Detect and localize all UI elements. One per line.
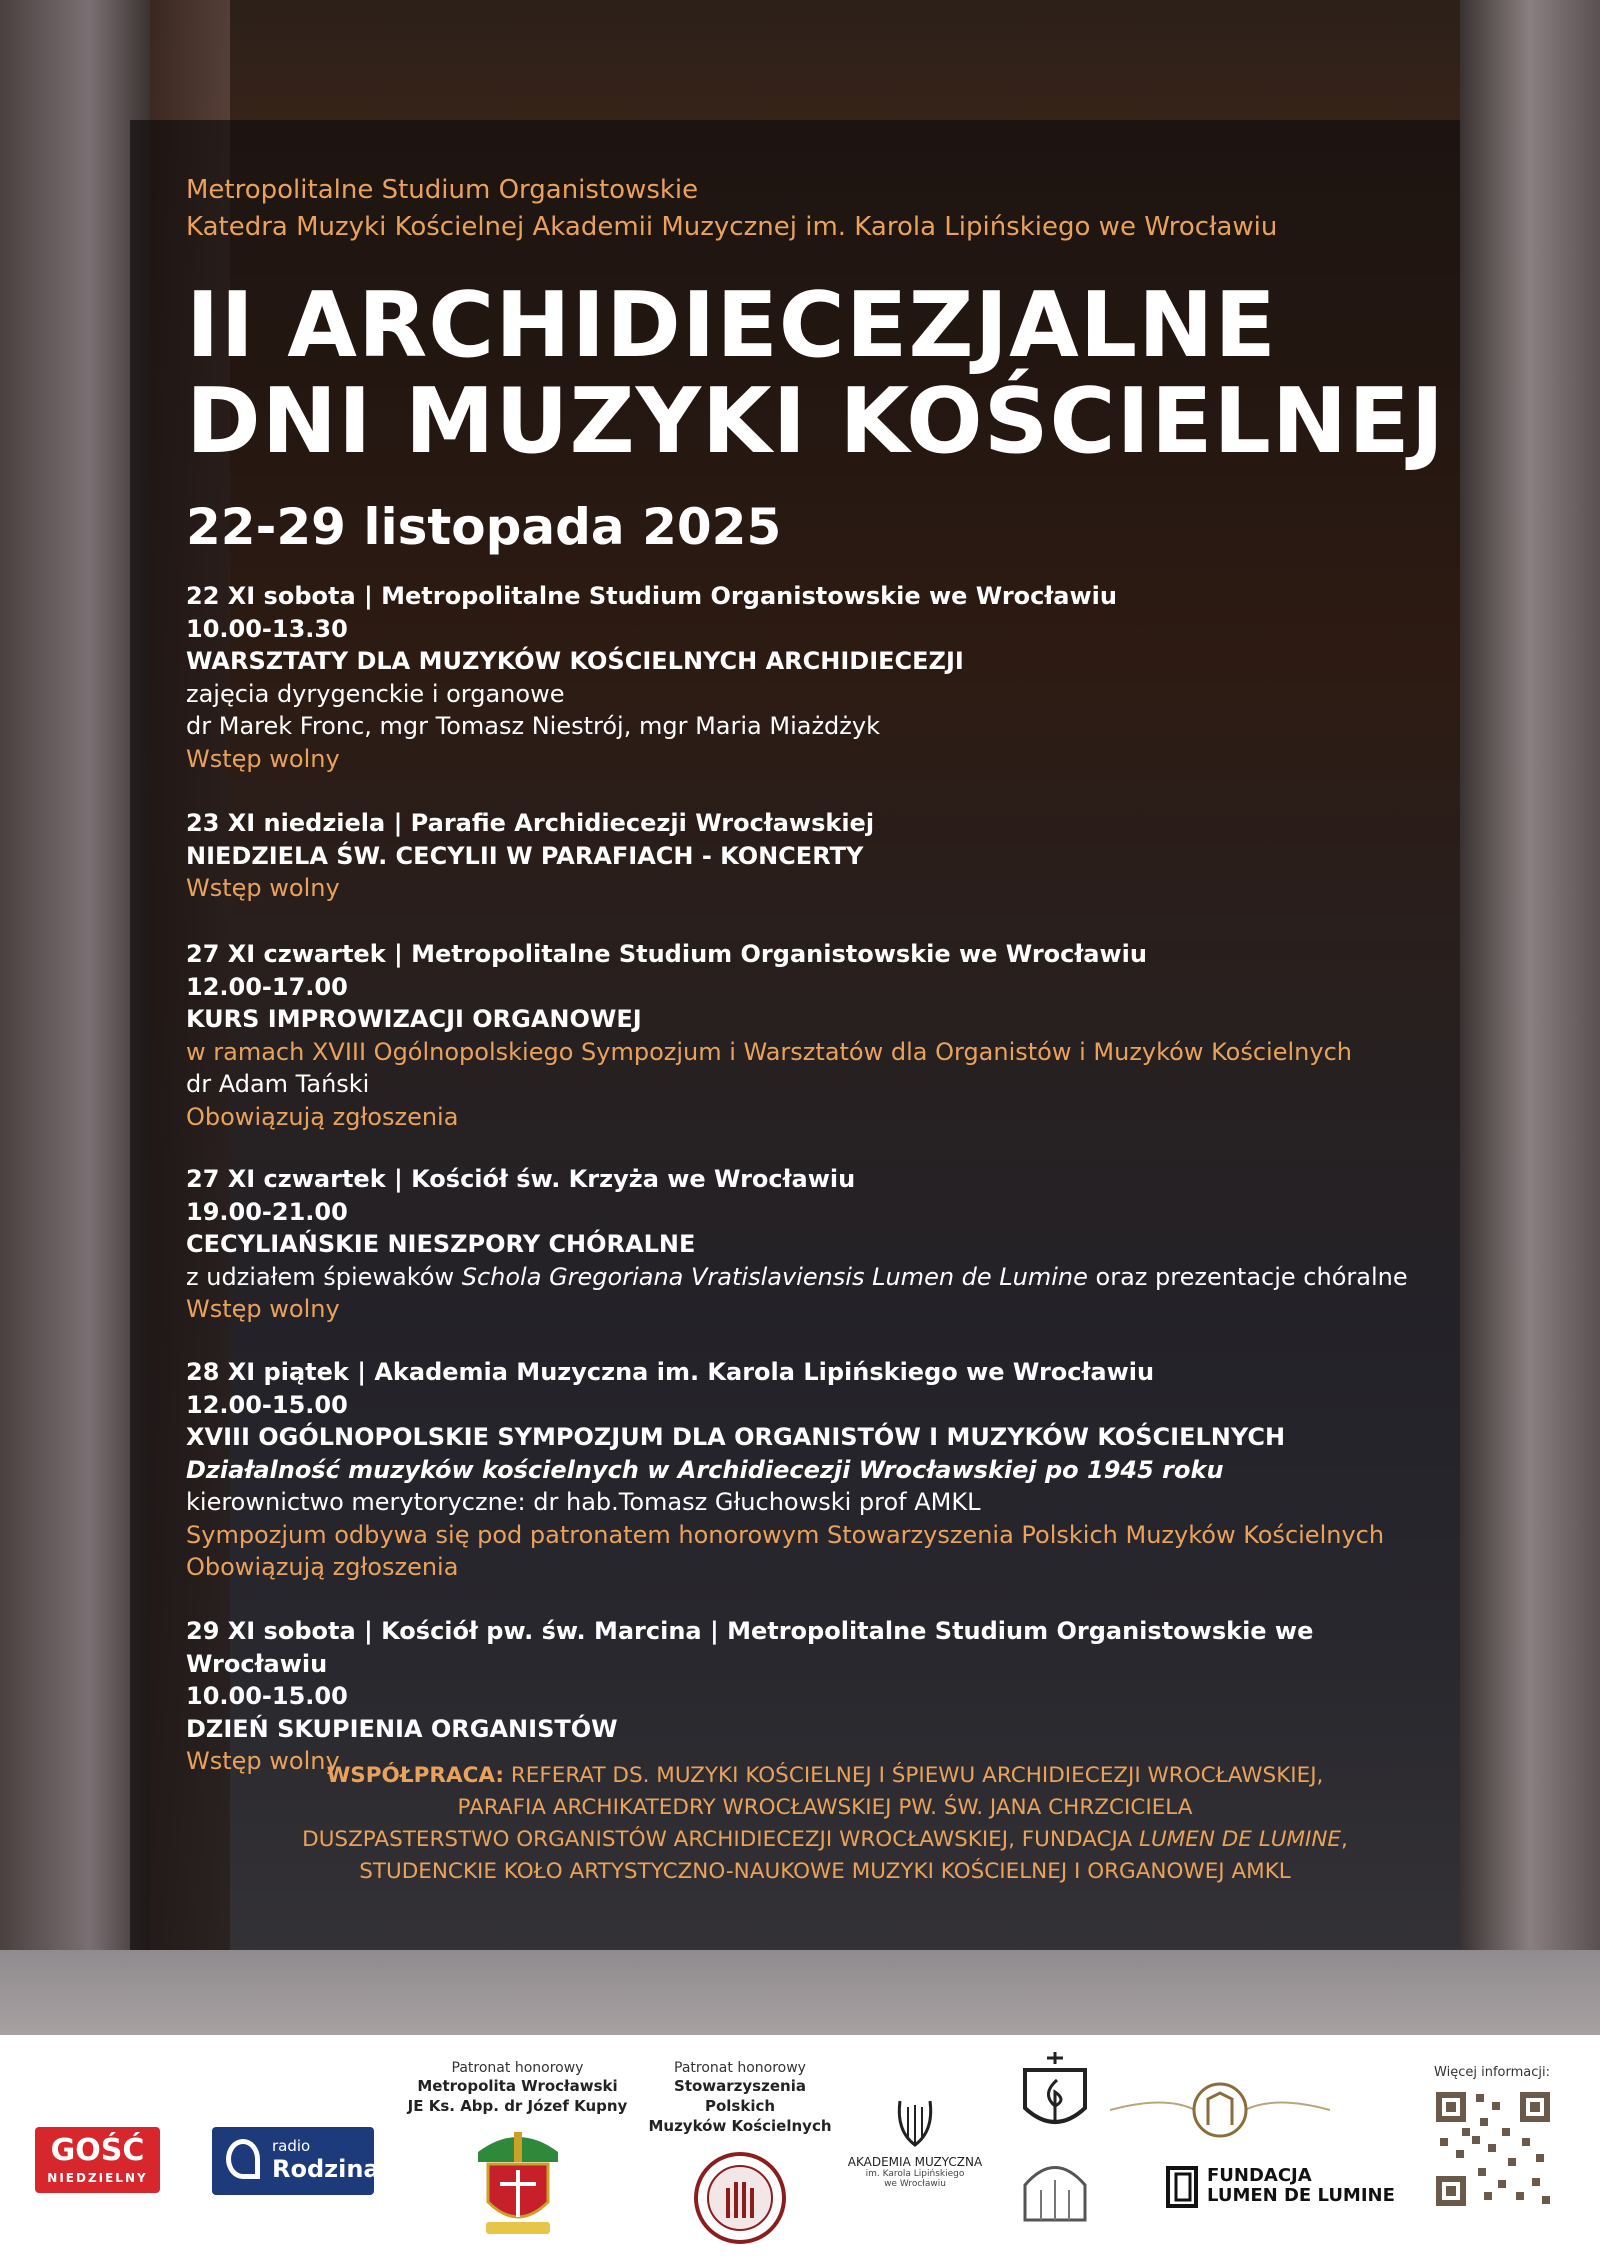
cooperation-label: WSPÓŁPRACA: bbox=[326, 1763, 505, 1788]
ornament-icon bbox=[1110, 2075, 1330, 2145]
event-header: 23 XI niedziela | Parafie Archidiecezji Wrocławskiej bbox=[186, 809, 875, 837]
event-name: WARSZTATY DLA MUZYKÓW KOŚCIELNYCH ARCHIDIECEZJI bbox=[186, 647, 964, 675]
cathedral-window-icon bbox=[1015, 2150, 1095, 2230]
cooperation-line-3 bbox=[200, 1824, 1450, 1856]
radio-rodzina-logo[interactable] bbox=[212, 2127, 380, 2195]
patron-archbishop bbox=[395, 2060, 640, 2242]
event-description bbox=[186, 1261, 1446, 1294]
gosc-logo-subtitle: NIEDZIELNY bbox=[47, 2171, 148, 2185]
event-name: NIEDZIELA ŚW. CECYLII W PARAFIACH - KONCERTY bbox=[186, 841, 864, 870]
event-note: Wstęp wolny bbox=[186, 744, 340, 773]
radio-logo-small: radio bbox=[272, 2137, 311, 2155]
event-header: 22 XI sobota | Metropolitalne Studium Organistowskie we Wrocławiu bbox=[186, 582, 1117, 610]
event-header: 28 XI piątek | Akademia Muzyczna im. Karola Lipińskiego we Wrocławiu bbox=[186, 1358, 1155, 1386]
cooperation-text-1: REFERAT DS. MUZYKI KOŚCIELNEJ I ŚPIEWU ARCHIDIECEZJI WROCŁAWSKIEJ, bbox=[510, 1763, 1324, 1788]
event-time: 12.00-15.00 bbox=[186, 1390, 348, 1419]
akademia-line-3: we Wrocławiu bbox=[884, 2179, 946, 2189]
organizer-line-2: Katedra Muzyki Kościelnej Akademii Muzycznej im. Karola Lipińskiego we Wrocławiu bbox=[186, 212, 1278, 242]
event-people: dr Adam Tański bbox=[186, 1070, 370, 1098]
cooperation-line-4: STUDENCKIE KOŁO ARTYSTYCZNO-NAUKOWE MUZYKI KOŚCIELNEJ I ORGANOWEJ AMKL bbox=[359, 1859, 1291, 1884]
event-5 bbox=[186, 1356, 1446, 1584]
event-note: Wstęp wolny bbox=[186, 874, 340, 902]
event-name: XVIII OGÓLNOPOLSKIE SYMPOZJUM DLA ORGANISTÓW I MUZYKÓW KOŚCIELNYCH bbox=[186, 1423, 1286, 1451]
studium-logos bbox=[1010, 2050, 1100, 2230]
more-info-label: Więcej informacji: bbox=[1434, 2065, 1550, 2080]
radio-r-icon bbox=[226, 2139, 260, 2179]
event-time: 12.00-17.00 bbox=[186, 972, 348, 1001]
fundacja-book-icon bbox=[1165, 2165, 1201, 2209]
cooperation-line-1 bbox=[200, 1760, 1450, 1792]
event-note: Obowiązują zgłoszenia bbox=[186, 1553, 459, 1581]
event-note: Wstęp wolny bbox=[186, 1295, 340, 1323]
cooperation-line-2: PARAFIA ARCHIKATEDRY WROCŁAWSKIEJ PW. ŚW. JANA CHRZCICIELA bbox=[457, 1795, 1193, 1820]
title-line-2: DNI MUZYKI KOŚCIELNEJ bbox=[186, 369, 1446, 474]
gosc-niedzielny-logo[interactable] bbox=[35, 2127, 160, 2193]
patron-label: Patronat honorowy bbox=[451, 2060, 584, 2076]
organizer-line-1: Metropolitalne Studium Organistowskie bbox=[186, 175, 699, 205]
event-header: 27 XI czwartek | Kościół św. Krzyża we Wrocławiu bbox=[186, 1165, 856, 1193]
event-description: zajęcia dyrygenckie i organowe bbox=[186, 679, 565, 708]
choir-name: Schola Gregoriana Vratislaviensis Lumen de Lumine bbox=[461, 1262, 1088, 1291]
event-header: 27 XI czwartek | Metropolitalne Studium Organistowskie we Wrocławiu bbox=[186, 940, 1147, 968]
association-seal-icon bbox=[690, 2148, 790, 2248]
more-info bbox=[1420, 2065, 1570, 2210]
cooperation-block bbox=[200, 1760, 1450, 1888]
patron-label: Patronat honorowy bbox=[674, 2060, 806, 2076]
akademia-line-2: im. Karola Lipińskiego bbox=[865, 2169, 965, 2179]
qr-code-icon[interactable] bbox=[1432, 2088, 1554, 2210]
sponsor-footer bbox=[0, 2035, 1600, 2263]
event-time: 10.00-15.00 bbox=[186, 1682, 348, 1710]
festival-dates: 22-29 listopada 2025 bbox=[186, 498, 782, 556]
event-2 bbox=[186, 807, 1446, 905]
patron-line-2: JE Ks. Abp. dr Józef Kupny bbox=[407, 2097, 628, 2115]
event-subtitle: w ramach XVIII Ogólnopolskiego Sympozjum i Warsztatów dla Organistów i Muzyków Kościelnych bbox=[186, 1037, 1352, 1066]
archbishop-coat-of-arms-icon bbox=[458, 2122, 578, 2242]
event-3 bbox=[186, 938, 1446, 1133]
event-4 bbox=[186, 1163, 1446, 1326]
cooperation-comma: , bbox=[1341, 1827, 1348, 1852]
desc-pre: z udziałem śpiewaków bbox=[186, 1262, 462, 1291]
radio-logo-big: Rodzina bbox=[272, 2155, 380, 2183]
fundacja-line-1: FUNDACJA bbox=[1207, 2165, 1312, 2186]
event-name: CECYLIAŃSKIE NIESZPORY CHÓRALNE bbox=[186, 1230, 696, 1258]
event-note: Obowiązują zgłoszenia bbox=[186, 1102, 459, 1131]
cathedral-floor bbox=[0, 1950, 1600, 2035]
akademia-muzyczna-logo[interactable] bbox=[840, 2095, 990, 2189]
event-note: Wstęp wolny bbox=[186, 1747, 340, 1775]
patron-line-1: Stowarzyszenia Polskich bbox=[674, 2077, 806, 2115]
event-topic: Działalność muzyków kościelnych w Archidiecezji Wrocławskiej po 1945 roku bbox=[186, 1455, 1224, 1484]
lyre-icon bbox=[892, 2095, 938, 2151]
title-line-1: II ARCHIDIECEZJALNE bbox=[186, 273, 1277, 378]
event-time: 10.00-13.30 bbox=[186, 614, 348, 643]
cooperation-text-3: DUSZPASTERSTWO ORGANISTÓW ARCHIDIECEZJI WROCŁAWSKIEJ, FUNDACJA bbox=[302, 1827, 1139, 1852]
patron-line-1: Metropolita Wrocławski bbox=[417, 2077, 618, 2095]
desc-post: oraz prezentacje chóralne bbox=[1087, 1262, 1408, 1291]
pillar-left bbox=[0, 0, 150, 2035]
foundation-name: LUMEN DE LUMINE bbox=[1138, 1827, 1341, 1852]
event-6 bbox=[186, 1615, 1446, 1778]
treble-clef-shield-icon bbox=[1015, 2050, 1095, 2140]
patron-line-2: Muzyków Kościelnych bbox=[648, 2117, 832, 2135]
akademia-line-1: AKADEMIA MUZYCZNA bbox=[847, 2155, 983, 2169]
gosc-logo-title: GOŚĆ bbox=[50, 2133, 145, 2168]
event-name: KURS IMPROWIZACJI ORGANOWEJ bbox=[186, 1005, 642, 1033]
event-time: 19.00-21.00 bbox=[186, 1197, 348, 1226]
ornament-divider bbox=[1110, 2075, 1330, 2149]
event-subtitle: Sympozjum odbywa się pod patronatem honorowym Stowarzyszenia Polskich Muzyków Kościelnych bbox=[186, 1520, 1385, 1549]
pillar-right bbox=[1460, 0, 1600, 2035]
patron-association bbox=[640, 2060, 840, 2248]
fundacja-line-2: LUMEN DE LUMINE bbox=[1207, 2185, 1395, 2206]
event-people: dr Marek Fronc, mgr Tomasz Niestrój, mgr Maria Miażdżyk bbox=[186, 712, 880, 740]
event-people: kierownictwo merytoryczne: dr hab.Tomasz Głuchowski prof AMKL bbox=[186, 1488, 981, 1516]
event-header: 29 XI sobota | Kościół pw. św. Marcina | Metropolitalne Studium Organistowskie we Wrocławiu bbox=[186, 1617, 1314, 1678]
event-1 bbox=[186, 580, 1446, 775]
event-name: DZIEŃ SKUPIENIA ORGANISTÓW bbox=[186, 1714, 618, 1743]
